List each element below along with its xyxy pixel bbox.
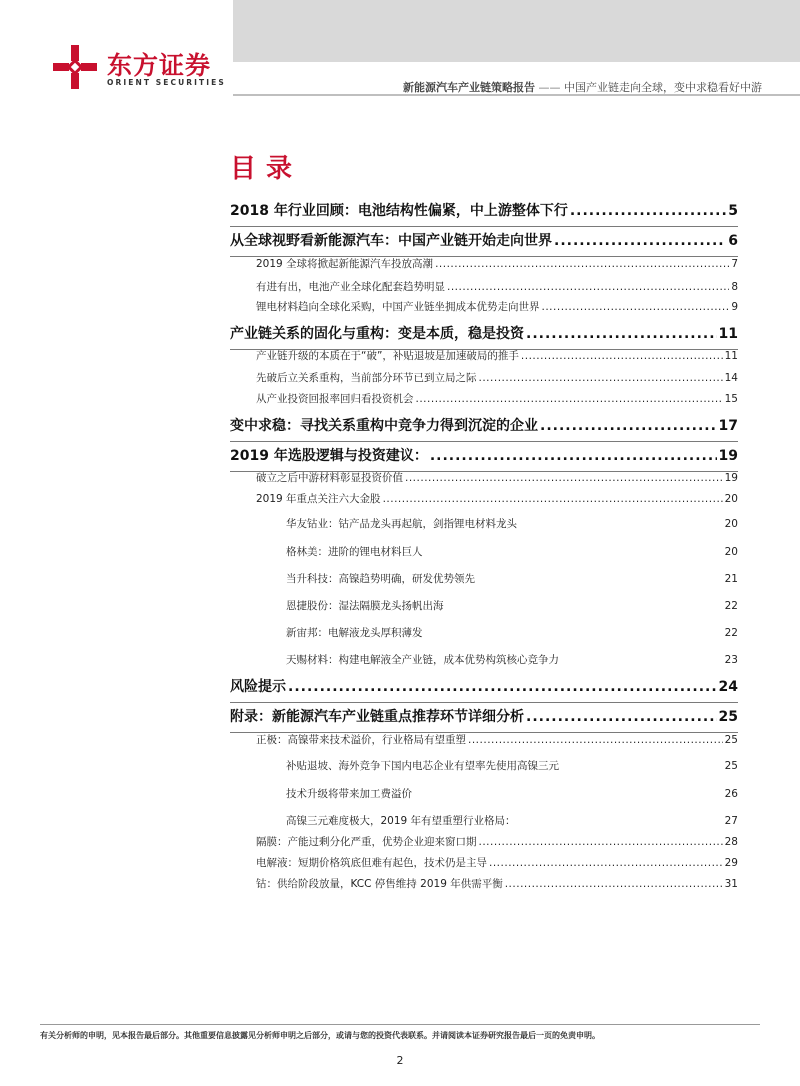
toc-entry-label: 2018 年行业回顾：电池结构性偏紧，中上游整体下行 [230,203,568,219]
toc-title: 目录 [230,154,303,184]
toc-entry[interactable] [286,786,738,801]
toc-leader-dots [435,258,729,270]
footer-divider [40,1024,760,1025]
toc-leader-dots [288,679,717,695]
toc-entry-label: 产业链升级的本质在于“破”，补贴退坡是加速破局的推手 [256,350,519,362]
toc-entry-label: 破立之后中游材料彰显投资价值 [256,472,403,484]
toc-entry-page: 29 [724,857,738,869]
toc-entry[interactable] [256,279,738,294]
toc-entry-label: 隔膜：产能过剩分化严重，优势企业迎来窗口期 [256,836,477,848]
toc-leader-dots [554,233,726,249]
toc-entry-label: 先破后立关系重构，当前部分环节已到立局之际 [256,372,477,384]
toc-entry-page: 15 [724,393,738,405]
header-divider [233,94,800,96]
toc-entry-page: 22 [724,600,738,612]
toc-entry-page: 26 [724,788,738,800]
toc-entry-label: 从全球视野看新能源汽车：中国产业链开始走向世界 [230,233,552,249]
report-subtitle: 中国产业链走向全球，变中求稳看好中游 [564,81,762,94]
toc-entry-label: 电解液：短期价格筑底但难有起色，技术仍是主导 [256,857,487,869]
toc-entry-page: 27 [724,815,738,827]
logo-chinese-name: 东方证券 [107,51,212,80]
toc-entry[interactable] [286,652,738,667]
toc-entry-page: 28 [724,836,738,848]
toc-leader-dots [505,878,723,890]
header-separator: —— [538,81,561,94]
toc-entry-page: 25 [724,760,738,772]
toc-entry-page: 23 [724,654,738,666]
toc-entry[interactable] [230,706,738,733]
report-header [403,79,762,95]
toc-entry-page: 6 [728,233,738,249]
toc-entry[interactable] [256,391,738,406]
toc-entry-page: 5 [728,203,738,219]
toc-entry[interactable] [286,544,738,559]
toc-entry[interactable] [286,813,738,828]
toc-entry[interactable] [286,625,738,640]
toc-entry-label: 钴：供给阶段放量，KCC 停售维持 2019 年供需平衡 [256,878,503,890]
toc-entry-label: 正极：高镍带来技术溢价，行业格局有望重塑 [256,734,466,746]
toc-entry-label: 附录：新能源汽车产业链重点推荐环节详细分析 [230,709,524,725]
toc-entry[interactable] [230,415,738,442]
toc-entry[interactable] [256,834,738,849]
toc-entry-page: 8 [731,281,738,293]
toc-entry[interactable] [230,676,738,703]
toc-leader-dots [479,372,723,384]
orient-logo-icon [52,44,98,90]
toc-entry[interactable] [286,598,738,613]
toc-entry-label: 2019 全球将掀起新能源汽车投放高潮 [256,258,434,270]
toc-entry-label: 恩捷股份：湿法隔膜龙头扬帆出海 [286,600,444,612]
toc-leader-dots [542,301,730,313]
toc-entry-page: 25 [724,734,738,746]
toc-entry[interactable] [256,491,738,506]
toc-entry-label: 产业链关系的固化与重构：变是本质，稳是投资 [230,326,524,342]
toc-entry-label: 华友钴业：钴产品龙头再起航，剑指锂电材料龙头 [286,518,517,530]
toc-entry[interactable] [256,855,738,870]
toc-entry-label: 天赐材料：构建电解液全产业链，成本优势构筑核心竞争力 [286,654,559,666]
footer-disclaimer: 有关分析师的申明，见本报告最后部分。其他重要信息披露见分析师申明之后部分，或请与您的投资代表联系。并请阅读本证券研究报告最后一页的免责申明。 [40,1031,600,1040]
toc-leader-dots [489,857,723,869]
toc-entry[interactable] [256,876,738,891]
toc-leader-dots [383,493,723,505]
toc-entry-label: 新宙邦：电解液龙头厚积薄发 [286,627,423,639]
toc-entry[interactable] [256,256,738,271]
toc-entry-page: 20 [724,493,738,505]
page-number: 2 [396,1054,404,1067]
toc-entry-page: 21 [724,573,738,585]
toc-entry[interactable] [286,571,738,586]
toc-entry-label: 从产业投资回报率回归看投资机会 [256,393,414,405]
logo-english-name: ORIENT SECURITIES [107,78,226,87]
toc-entry[interactable] [286,516,738,531]
toc-entry-label: 风险提示 [230,679,286,695]
toc-leader-dots [526,709,717,725]
toc-leader-dots [416,393,723,405]
toc-entry-page: 17 [718,418,738,434]
toc-entry-page: 11 [718,326,738,342]
company-logo [52,44,226,90]
toc-entry-page: 20 [724,546,738,558]
toc-entry-label: 技术升级将带来加工费溢价 [286,788,412,800]
toc-entry-page: 7 [731,258,738,270]
toc-entry-page: 24 [718,679,738,695]
report-title: 新能源汽车产业链策略报告 [403,81,535,94]
toc-entry[interactable] [256,732,738,747]
toc-entry-page: 22 [724,627,738,639]
toc-entry-page: 19 [724,472,738,484]
toc-entry-label: 锂电材料趋向全球化采购，中国产业链坐拥成本优势走向世界 [256,301,540,313]
toc-leader-dots [479,836,723,848]
toc-leader-dots [430,448,717,464]
toc-entry-page: 20 [724,518,738,530]
toc-leader-dots [447,281,729,293]
toc-entry-label: 高镍三元难度极大，2019 年有望重塑行业格局： [286,815,516,827]
toc-entry-page: 25 [718,709,738,725]
toc-entry[interactable] [256,470,738,485]
toc-entry-label: 变中求稳：寻找关系重构中竞争力得到沉淀的企业 [230,418,538,434]
toc-entry[interactable] [230,323,738,350]
toc-entry[interactable] [230,200,738,227]
toc-entry-label: 当升科技：高镍趋势明确，研发优势领先 [286,573,475,585]
toc-entry-page: 31 [724,878,738,890]
toc-entry-label: 有进有出，电池产业全球化配套趋势明显 [256,281,445,293]
toc-leader-dots [468,734,723,746]
toc-entry[interactable] [256,348,738,363]
toc-leader-dots [521,350,723,362]
toc-entry[interactable] [230,230,738,257]
toc-entry[interactable] [256,370,738,385]
toc-entry[interactable] [286,758,738,773]
toc-entry-page: 14 [724,372,738,384]
toc-entry-page: 11 [724,350,738,362]
toc-entry-page: 19 [718,448,738,464]
toc-leader-dots [570,203,726,219]
toc-entry[interactable] [256,299,738,314]
toc-entry-label: 格林美：进阶的锂电材料巨人 [286,546,423,558]
toc-entry-label: 补贴退坡、海外竞争下国内电芯企业有望率先使用高镍三元 [286,760,559,772]
toc-leader-dots [526,326,717,342]
toc-entry[interactable] [230,445,738,472]
toc-leader-dots [405,472,723,484]
toc-entry-label: 2019 年选股逻辑与投资建议： [230,448,428,464]
toc-entry-page: 9 [731,301,738,313]
header-gray-block [233,0,800,62]
toc-leader-dots [540,418,717,434]
toc-entry-label: 2019 年重点关注六大金股 [256,493,381,505]
